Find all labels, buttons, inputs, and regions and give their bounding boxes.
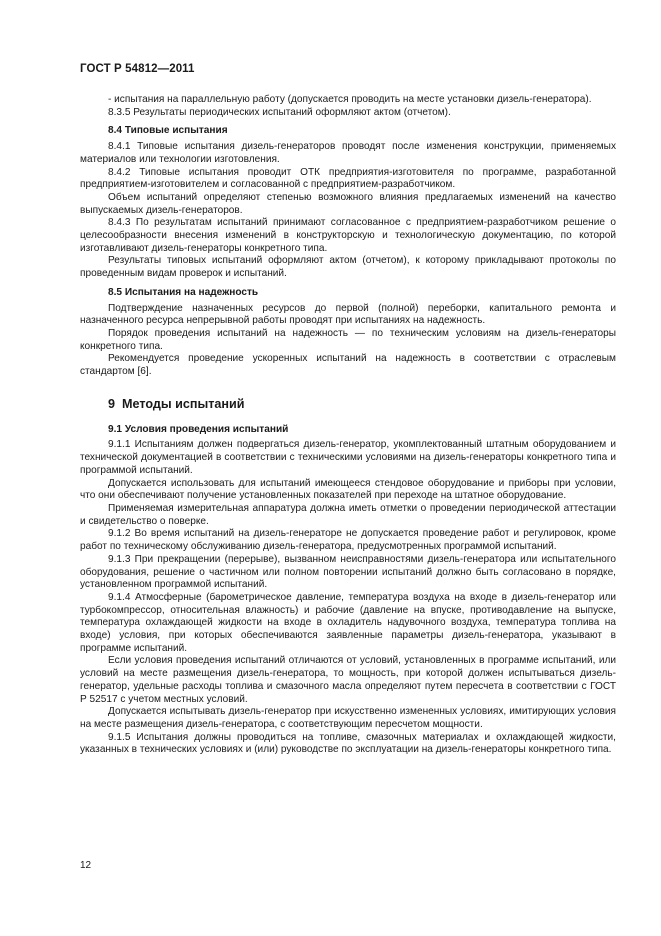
page-number: 12 xyxy=(80,860,92,871)
paragraph: Допускается испытывать дизель-генератор при искусственно измененных условиях, имитирующих условия на месте размещения дизель-генератора, с соответствующим пересчетом мощности. xyxy=(80,706,616,730)
paragraph: Применяемая измерительная аппаратура должна иметь отметки о проведении периодической аттестации и свидетельство о поверке. xyxy=(80,502,616,527)
paragraph: Порядок проведения испытаний на надежность — по техническим условиям на дизель-генераторы конкретного типа. xyxy=(80,327,616,352)
section-heading xyxy=(80,397,616,412)
subsection-heading: 8.5 Испытания на надежность xyxy=(108,286,259,298)
paragraph: Допускается использовать для испытаний имеющееся стендовое оборудование и приборы при условии, что они обеспечивают получение установленных показателей при переходе на штатное оборудование. xyxy=(80,477,616,502)
subsection-heading: 8.4 Типовые испытания xyxy=(108,125,228,137)
paragraph: - испытания на параллельную работу (допускается проводить на месте установки дизель-генератора). xyxy=(108,94,592,105)
paragraph: 8.3.5 Результаты периодических испытаний оформляют актом (отчетом). xyxy=(108,106,451,118)
paragraph: Объем испытаний определяют степенью возможного влияния предлагаемых изменений на качество выпускаемых дизель-генераторов. xyxy=(80,191,616,216)
document-header: ГОСТ Р 54812—2011 xyxy=(80,63,195,75)
paragraph: 8.4.2 Типовые испытания проводит ОТК предприятия-изготовителя по программе, разработанной предприятием-изготовителем и согласованной с предприятием-разработчиком. xyxy=(80,166,616,191)
paragraph: 9.1.4 Атмосферные (барометрическое давление, температура воздуха на входе в дизель-генератор или турбокомпрессор, относительная влажность) и рабочие (давление на впуске, противодавление на выпуске, температура охлаждающей жидкости на входе в охладитель надувочного воздуха, температура топлива на входе) условия, при которых обеспечиваются заявленные параметры дизель-генератора, указывают в программе испытаний. xyxy=(80,591,616,654)
section-title: Методы испытаний xyxy=(122,396,245,411)
subsection-heading: 9.1 Условия проведения испытаний xyxy=(108,423,289,435)
paragraph: 8.4.3 По результатам испытаний принимают согласованное с предприятием-разработчиком решение о целесообразности внесения изменений в конструкторскую и технологическую документацию, по которой изготавливают дизель-генераторы конкретного типа. xyxy=(80,217,616,254)
paragraph: 9.1.3 При прекращении (перерыве), вызванном неисправностями дизель-генератора или испытательного оборудования, решение о частичном или полном повторении испытаний должно быть согласовано в порядке, установленном программой испытаний. xyxy=(80,553,616,591)
paragraph: Подтверждение назначенных ресурсов до первой (полной) переборки, капитального ремонта и назначенного ресурса непрерывной работы проводят при испытаниях на надежность. xyxy=(80,302,616,327)
paragraph: 9.1.1 Испытаниям должен подвергаться дизель-генератор, укомплектованный штатным оборудованием и технической документацией в соответствии с техническими условиями на дизель-генераторы конкретного типа и программой испытаний. xyxy=(80,439,616,476)
paragraph: 9.1.2 Во время испытаний на дизель-генераторе не допускается проведение работ и регулировок, кроме работ по техническому обслуживанию дизель-генератора, предусмотренных программой испытаний. xyxy=(80,528,616,553)
paragraph: Результаты типовых испытаний оформляют актом (отчетом), к которому прикладывают протоколы по проведенным видам проверок и испытаний. xyxy=(80,255,616,280)
paragraph: 8.4.1 Типовые испытания дизель-генераторов проводят после изменения конструкции, применяемых материалов или технологии изготовления. xyxy=(80,141,616,165)
paragraph: 9.1.5 Испытания должны проводиться на топливе, смазочных материалах и охлаждающей жидкости, указанных в технических условиях и (или) руководстве по эксплуатации на дизель-генераторы конкретного типа. xyxy=(80,731,616,756)
paragraph: Рекомендуется проведение ускоренных испытаний на надежность в соответствии с отраслевым стандартом [6]. xyxy=(80,353,616,378)
section-number: 9 xyxy=(108,396,116,411)
paragraph: Если условия проведения испытаний отличаются от условий, установленных в программе испытаний, или условий на месте размещения дизель-генератора, то мощность, при которой должен испытываться дизель-генератор, удельные расходы топлива и смазочного масла определяют путем пересчета в соответствии с ГОСТ Р 52517 с учетом местных условий. xyxy=(80,655,616,705)
document-body xyxy=(80,94,616,757)
